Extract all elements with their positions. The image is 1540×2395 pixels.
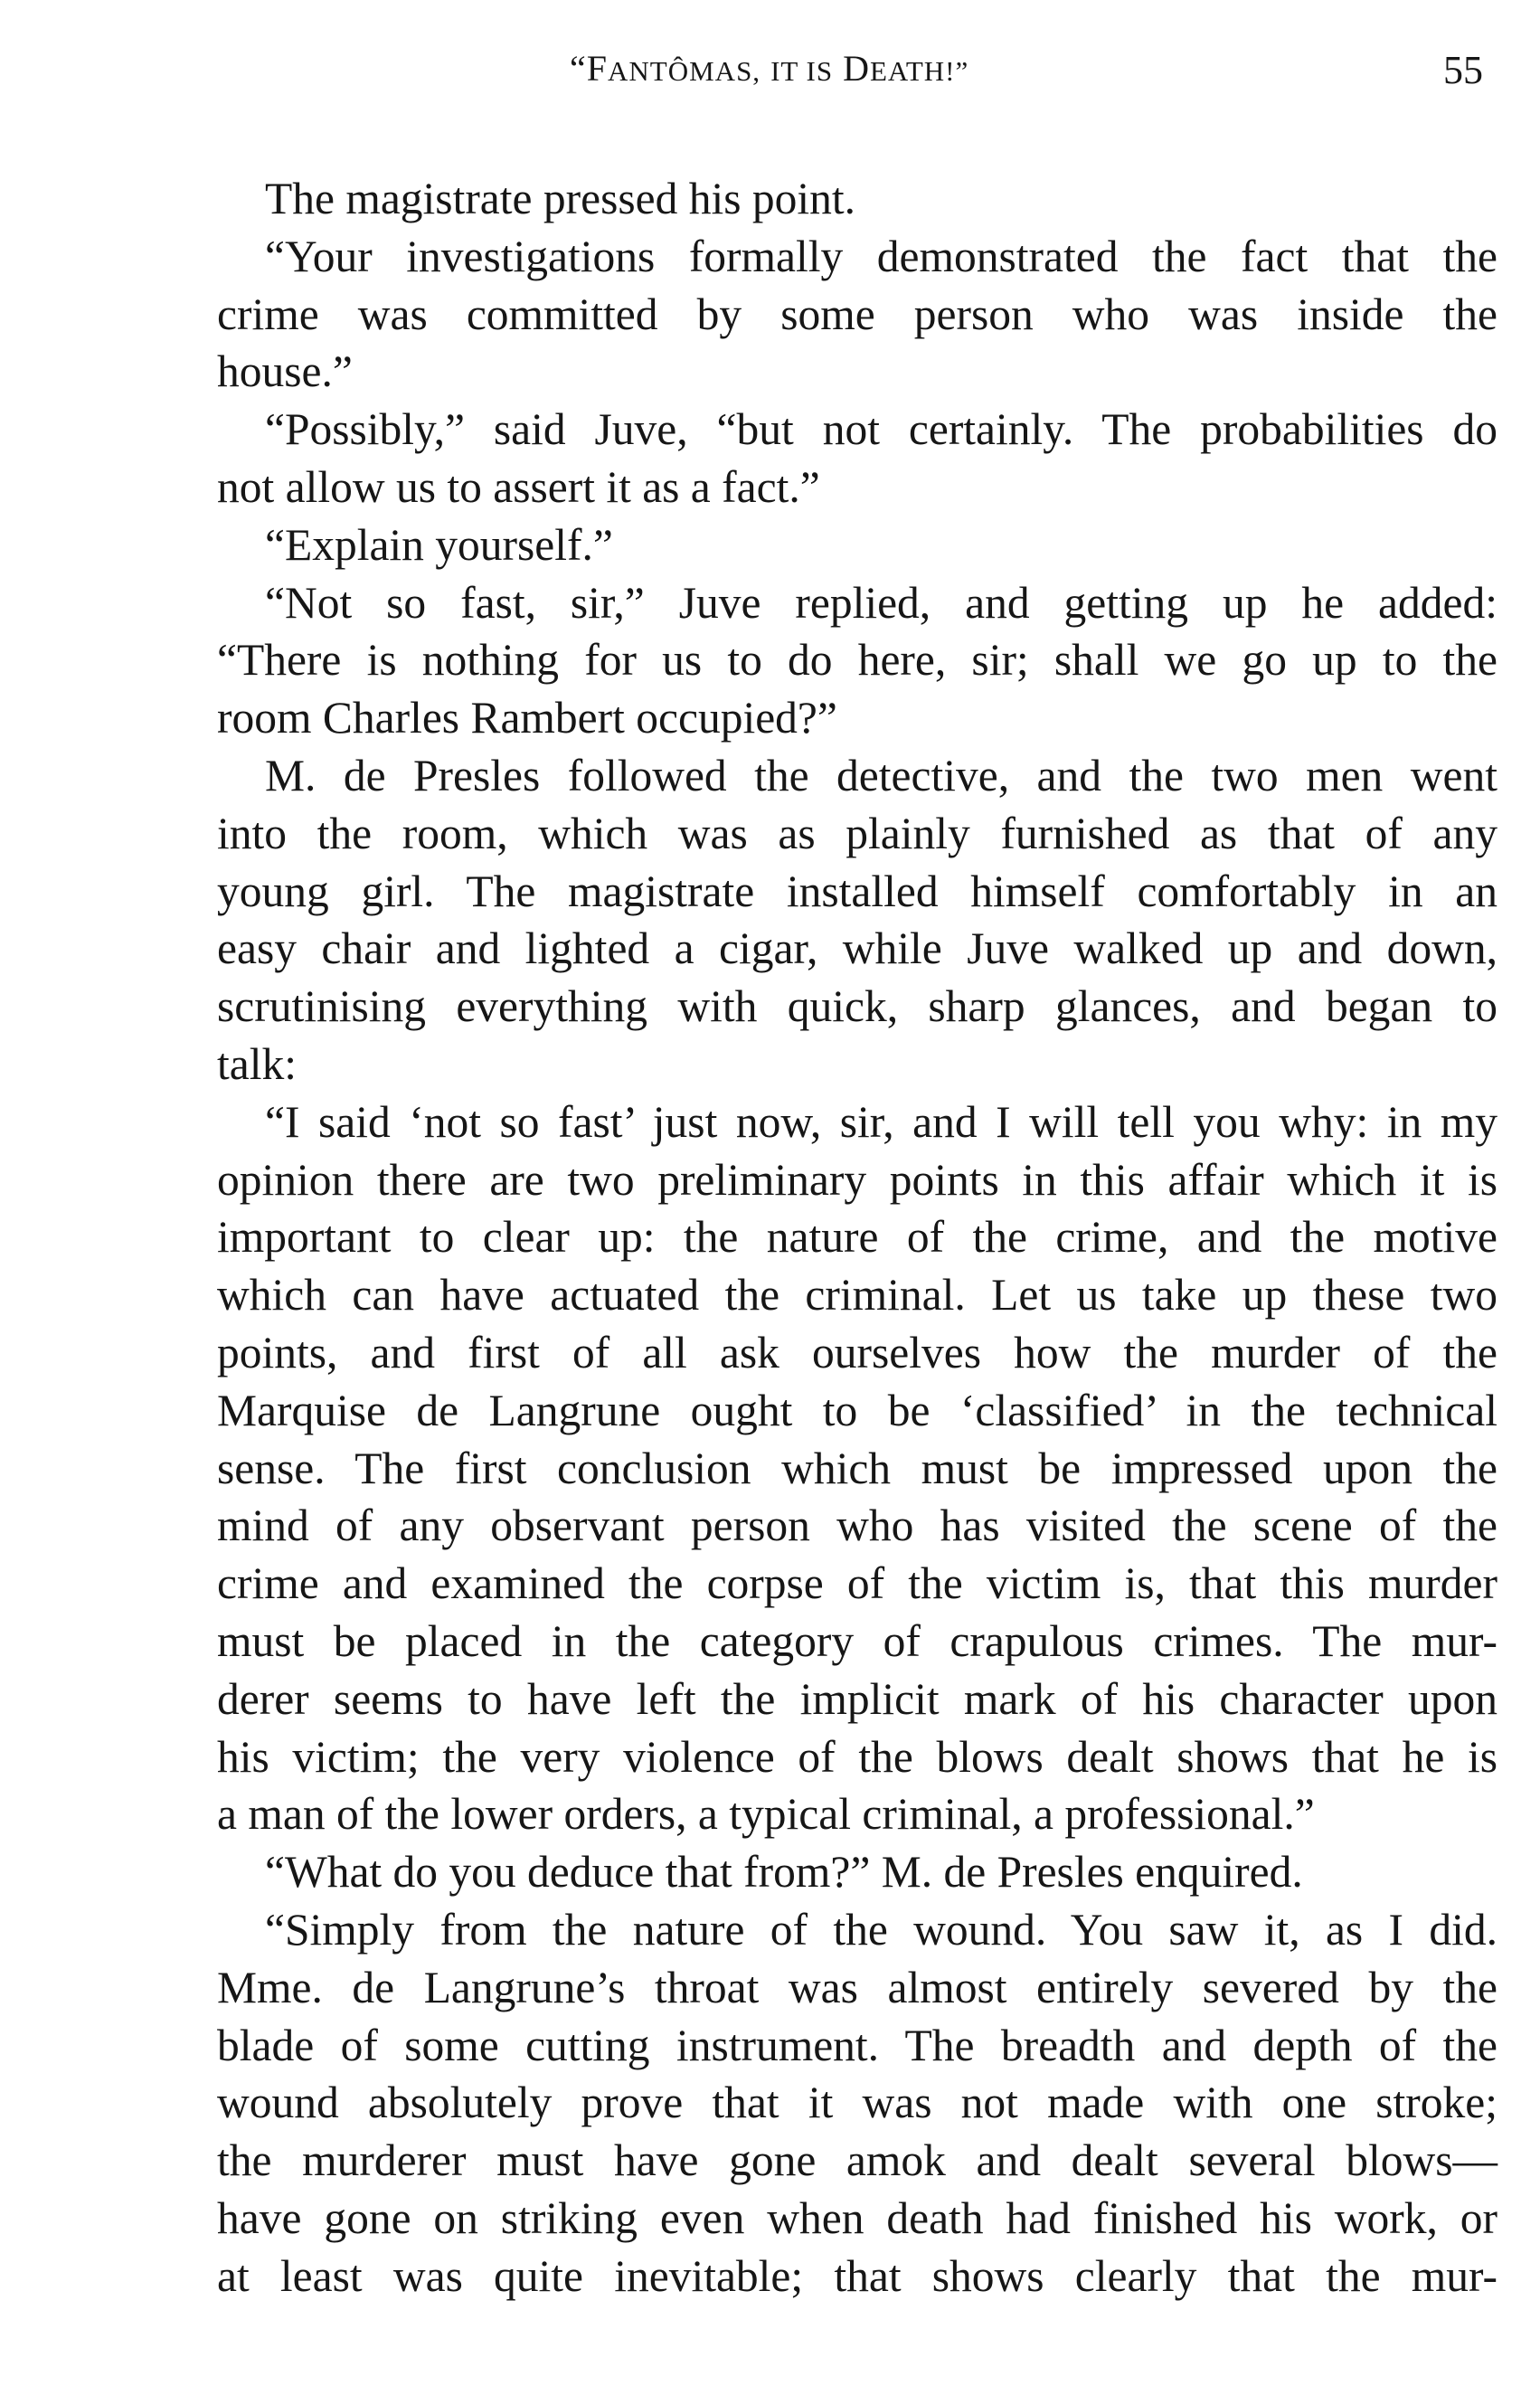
text-line: opinion there are two preliminary points in this affair which it is [217,1154,1497,1205]
text-line: “What do you deduce that from?” M. de Presles enquired. [265,1847,1303,1898]
text-line: important to clear up: the nature of the crime, and the motive [217,1212,1497,1263]
running-head-open-quote: “ [570,48,587,89]
text-line: young girl. The magistrate installed himself comfortably in an [217,866,1497,916]
text-line: points, and first of all ask ourselves how the murder of the [217,1327,1497,1377]
text-line: M. de Presles followed the detective, and the two men went [265,750,1497,800]
text-line: must be placed in the category of crapulous crimes. The mur- [217,1615,1497,1666]
running-head [570,47,968,90]
text-line: Mme. de Langrune’s throat was almost entirely severed by the [217,1962,1497,2012]
text-line: which can have actuated the criminal. Let us take up these two [217,1270,1497,1321]
text-line: not allow us to assert it as a fact.” [217,461,820,512]
text-line: Marquise de Langrune ought to be ‘classified’ in the technical [217,1385,1497,1435]
text-line: “Not so fast, sir,” Juve replied, and getting up he added: [265,577,1497,628]
text-line: The magistrate pressed his point. [265,174,855,223]
text-line: house.” [217,346,353,397]
text-line: scrutinising everything with quick, sharp glances, and began to [217,981,1497,1032]
text-line: wound absolutely prove that it was not made with one stroke; [217,2078,1497,2128]
text-line: the murderer must have gone amok and dealt several blows— [217,2135,1497,2186]
text-line: derer seems to have left the implicit mark of his character upon [217,1673,1497,1724]
text-line: a man of the lower orders, a typical criminal, a professional.” [217,1789,1315,1840]
text-line: “There is nothing for us to do here, sir; shall we go up to the [217,635,1497,686]
text-line: at least was quite inevitable; that shows clearly that the mur- [217,2250,1497,2301]
text-line: crime was committed by some person who was inside the [217,289,1497,339]
page-number: 55 [1443,48,1483,92]
text-line: easy chair and lighted a cigar, while Juve walked up and down, [217,923,1497,974]
text-line: talk: [217,1038,297,1089]
running-head-eath: EATH!” [869,55,969,87]
text-line: his victim; the very violence of the blows dealt shows that he is [217,1731,1497,1782]
running-head-antomas: ANTÔMAS, [608,55,761,87]
text-line: crime and examined the corpse of the victim is, that this murder [217,1558,1497,1609]
text-line: “Your investigations formally demonstrated the fact that the [265,231,1497,281]
text-line: sense. The first conclusion which must be impressed upon the [217,1443,1497,1493]
text-line: have gone on striking even when death had finished his work, or [217,2192,1497,2243]
running-head-initial-d: D [843,48,870,89]
text-line: into the room, which was as plainly furnished as that of any [217,808,1497,858]
text-line: “Possibly,” said Juve, “but not certainly. The probabilities do [265,404,1497,455]
text-line: “I said ‘not so fast’ just now, sir, and I will tell you why: in my [265,1096,1497,1147]
running-head-initial-f: F [586,48,609,89]
text-line: mind of any observant person who has visited the scene of the [217,1500,1497,1551]
text-line: “Simply from the nature of the wound. You saw it, as I did. [265,1904,1497,1955]
running-head-it-is: IT IS [770,55,834,87]
text-line: room Charles Rambert occupied?” [217,693,837,743]
body-text [217,170,1497,2305]
text-line: blade of some cutting instrument. The breadth and depth of the [217,2020,1497,2070]
text-line: “Explain yourself.” [265,519,613,570]
